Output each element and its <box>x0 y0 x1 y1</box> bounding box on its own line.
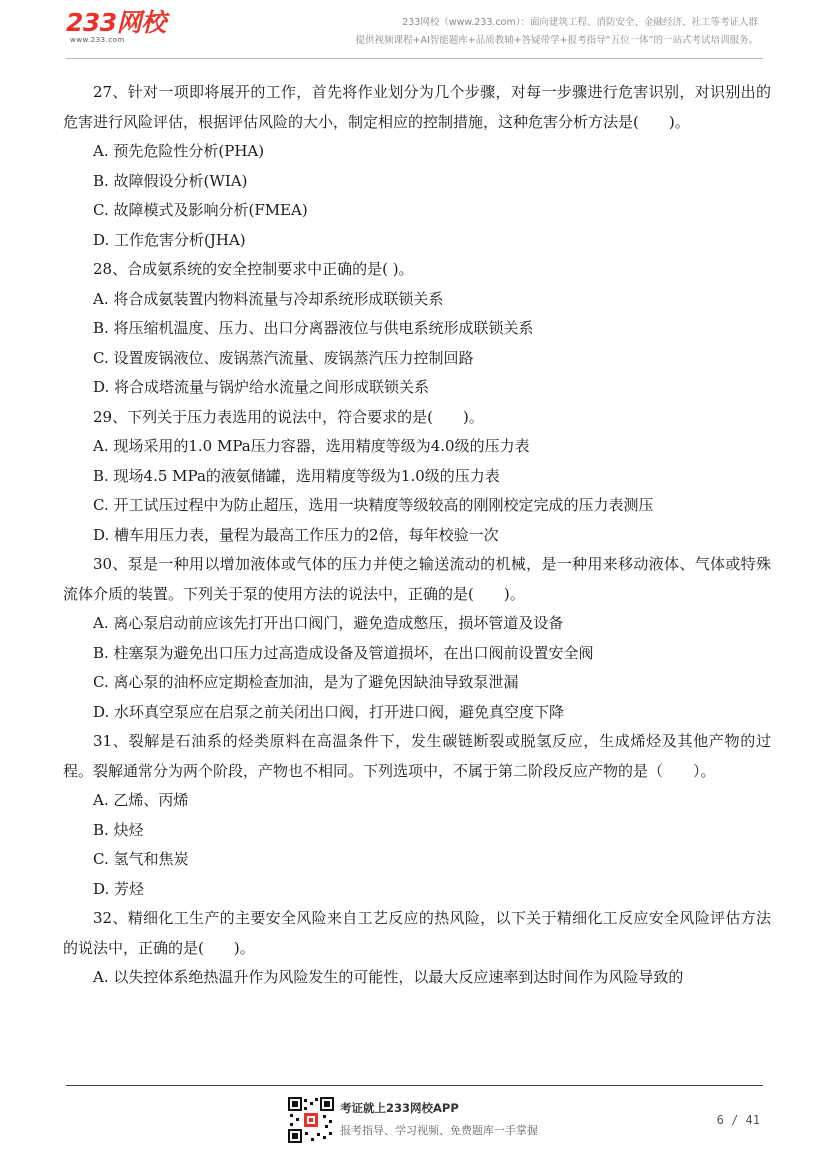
app-promo-title: 考证就上233网校APP <box>340 1101 459 1115</box>
option-b: B. 炔烃 <box>93 820 144 839</box>
question-stem: 32、精细化工生产的主要安全风险来自工艺反应的热风险，以下关于精细化工反应安全风险评估方法的说法中，正确的是( )。 <box>63 909 771 957</box>
logo-url: www.233.com <box>70 36 125 44</box>
option-a: A. 以失控体系绝热温升作为风险发生的可能性，以最大反应速率到达时间作为风险导致的 <box>93 968 684 986</box>
tagline-line-1: 233网校（www.233.com）：面向建筑工程、消防安全、金融经济、社工等考证人群 <box>402 17 758 28</box>
option-d: D. 槽车用压力表，量程为最高工作压力的2倍，每年校验一次 <box>93 525 499 544</box>
question-stem: 28、合成氨系统的安全控制要求中正确的是( )。 <box>93 260 414 278</box>
option-a: A. 离心泵启动前应该先打开出口阀门，避免造成憋压，损坏管道及设备 <box>93 614 564 632</box>
question-stem: 30、泵是一种用以增加液体或气体的压力并使之输送流动的机械，是一种用来移动液体、气体或特殊流体介质的装置。下列关于泵的使用方法的说法中，正确的是( )。 <box>63 555 771 603</box>
question-stem: 31、裂解是石油系的烃类原料在高温条件下，发生碳链断裂或脱氢反应，生成烯烃及其他产物的过程。裂解通常分为两个阶段，产物也不相同。下列选项中，不属于第二阶段反应产物的是（ ）。 <box>63 732 771 780</box>
option-d: D. 工作危害分析(JHA) <box>93 230 246 249</box>
option-a: A. 预先危险性分析(PHA) <box>93 142 265 160</box>
option-c: C. 氢气和焦炭 <box>93 850 189 868</box>
header-tagline <box>356 14 759 50</box>
option-c: C. 故障模式及影响分析(FMEA) <box>93 201 308 219</box>
qr-code-icon <box>287 1096 335 1144</box>
option-b: B. 故障假设分析(WIA) <box>93 171 248 190</box>
logo-text: 233网校 <box>66 8 166 37</box>
option-b: B. 柱塞泵为避免出口压力过高造成设备及管道损坏，在出口阀前设置安全阀 <box>93 643 594 662</box>
header-divider <box>66 58 763 59</box>
question-list <box>63 78 771 993</box>
option-a: A. 乙烯、丙烯 <box>93 791 189 809</box>
option-a: A. 现场采用的1.0 MPa压力容器，选用精度等级为4.0级的压力表 <box>93 437 530 455</box>
question-stem: 27、针对一项即将展开的工作，首先将作业划分为几个步骤，对每一步骤进行危害识别，对识别出的危害进行风险评估，根据评估风险的大小，制定相应的控制措施，这种危害分析方法是( )。 <box>63 83 771 131</box>
option-c: C. 设置废锅液位、废锅蒸汽流量、废锅蒸汽压力控制回路 <box>93 348 474 367</box>
app-promo-subtitle: 报考指导、学习视频、免费题库一手掌握 <box>340 1124 538 1137</box>
footer-divider <box>66 1085 763 1086</box>
logo <box>66 10 166 46</box>
option-b: B. 将压缩机温度、压力、出口分离器液位与供电系统形成联锁关系 <box>93 319 534 337</box>
page-number: 6 / 41 <box>716 1113 760 1127</box>
option-d: D. 将合成塔流量与锅炉给水流量之间形成联锁关系 <box>93 378 430 396</box>
option-d: D. 水环真空泵应在启泵之前关闭出口阀，打开进口阀，避免真空度下降 <box>93 702 565 721</box>
question-stem: 29、下列关于压力表选用的说法中，符合要求的是( )。 <box>93 407 484 426</box>
tagline-line-2: 提供视频课程+AI智能题库+品质教辅+答疑带学+报考指导“五位一体”的一站式考试培训服务。 <box>355 35 758 46</box>
option-c: C. 开工试压过程中为防止超压，选用一块精度等级较高的刚刚校定完成的压力表测压 <box>93 496 654 514</box>
option-b: B. 现场4.5 MPa的液氨储罐，选用精度等级为1.0级的压力表 <box>93 466 500 485</box>
page-header <box>0 0 830 64</box>
option-d: D. 芳烃 <box>93 879 145 898</box>
option-a: A. 将合成氨装置内物料流量与冷却系统形成联锁关系 <box>93 289 444 308</box>
option-c: C. 离心泵的油杯应定期检查加油，是为了避免因缺油导致泵泄漏 <box>93 673 519 691</box>
